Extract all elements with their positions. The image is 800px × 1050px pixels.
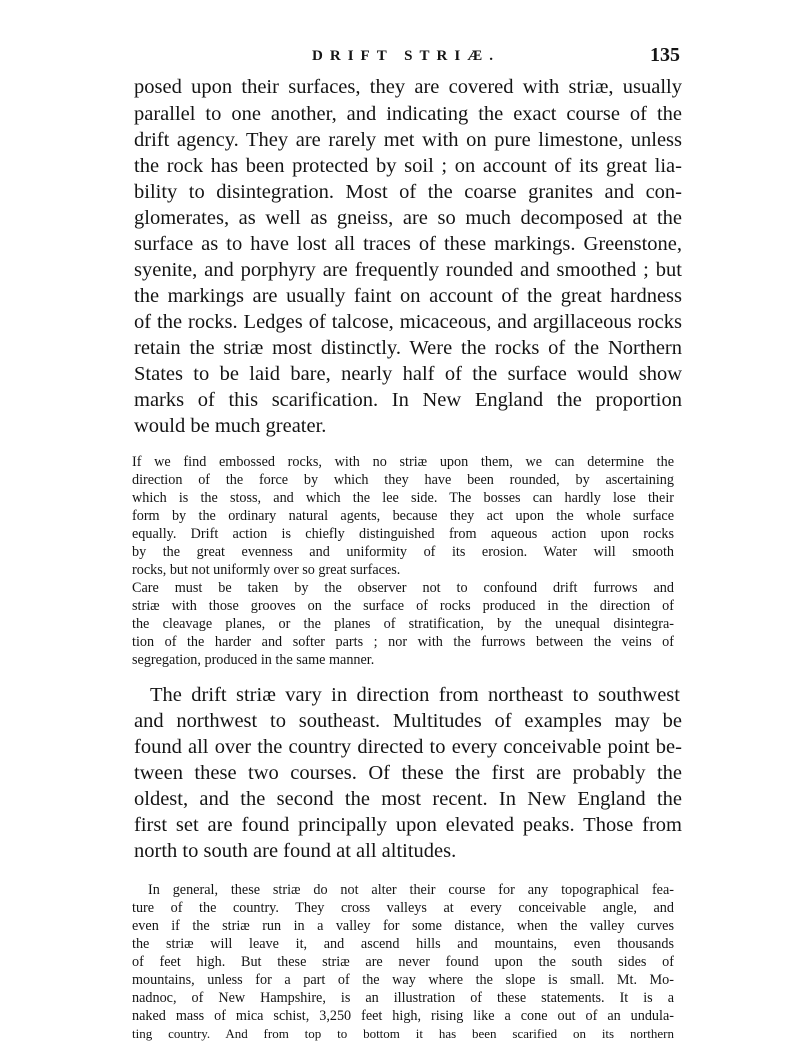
text-line: first set are found principally upon elevated peaks. Those from (134, 814, 682, 836)
text-line: States to be laid bare, nearly half of the surface would show (134, 363, 682, 385)
text-line: surface as to have lost all traces of these markings. Greenstone, (134, 233, 682, 255)
note-line: tion of the harder and softer parts ; nor with the furrows between the veins of (132, 634, 674, 650)
note-line: segregation, produced in the same manner. (132, 652, 375, 668)
text-line: and northwest to southeast. Multitudes of examples may be (134, 710, 682, 732)
note-line: Care must be taken by the observer not to confound drift furrows and (132, 580, 674, 596)
page-header (132, 44, 680, 70)
note-line: nadnoc, of New Hampshire, is an illustration of these statements. It is a (132, 990, 674, 1006)
text-line: would be much greater. (134, 415, 327, 437)
text-line: oldest, and the second the most recent. In New England the (134, 788, 682, 810)
note-line: by the great evenness and uniformity of its erosion. Water will smooth (132, 544, 674, 560)
text-line: parallel to one another, and indicating the exact course of the (134, 103, 682, 125)
text-line: posed upon their surfaces, they are covered with striæ, usually (134, 76, 682, 98)
note-line: rocks, but not uniformly over so great surfaces. (132, 562, 401, 578)
text-line: tween these two courses. Of these the first are probably the (134, 762, 682, 784)
text-line: syenite, and porphyry are frequently rounded and smoothed ; but (134, 259, 682, 281)
text-line: retain the striæ most distinctly. Were the rocks of the Northern (134, 337, 682, 359)
note-line: ting country. And from top to bottom it has been scarified on its northern (132, 1026, 674, 1041)
text-line: bility to disintegration. Most of the coarse granites and con- (134, 181, 682, 203)
note-line: of feet high. But these striæ are never found upon the south sides of (132, 954, 674, 970)
running-title: DRIFT STRIÆ. (312, 48, 500, 64)
text-line: the markings are usually faint on account of the great hardness (134, 285, 682, 307)
note-line: which is the stoss, and which the lee side. The bosses can hardly lose their (132, 490, 674, 506)
note-line: naked mass of mica schist, 3,250 feet high, rising like a cone out of an undula- (132, 1008, 674, 1024)
note-line: the cleavage planes, or the planes of stratification, by the unequal disintegra- (132, 616, 674, 632)
note-line: direction of the force by which they have been rounded, by ascertaining (132, 472, 674, 488)
text-line: The drift striæ vary in direction from northeast to southwest (150, 684, 680, 706)
note-line: even if the striæ run in a valley for some distance, when the valley curves (132, 918, 674, 934)
text-line: the rock has been protected by soil ; on account of its great lia- (134, 155, 682, 177)
note-line: ture of the country. They cross valleys at every conceivable angle, and (132, 900, 674, 916)
page-number: 135 (650, 44, 680, 66)
text-line: of the rocks. Ledges of talcose, micaceous, and argillaceous rocks (134, 311, 682, 333)
text-line: north to south are found at all altitudes. (134, 840, 457, 862)
note-line: striæ with those grooves on the surface of rocks produced in the direction of (132, 598, 674, 614)
text-line: marks of this scarification. In New England the proportion (134, 389, 682, 411)
note-line: form by the ordinary natural agents, because they act upon the whole surface (132, 508, 674, 524)
note-line: In general, these striæ do not alter their course for any topographical fea- (148, 882, 674, 898)
text-line: glomerates, as well as gneiss, are so much decomposed at the (134, 207, 682, 229)
note-line: mountains, unless for a part of the way where the slope is small. Mt. Mo- (132, 972, 674, 988)
note-line: If we find embossed rocks, with no striæ upon them, we can determine the (132, 454, 674, 470)
note-line: the striæ will leave it, and ascend hills and mountains, even thousands (132, 936, 674, 952)
text-line: found all over the country directed to every conceivable point be- (134, 736, 682, 758)
text-line: drift agency. They are rarely met with on pure limestone, unless (134, 129, 682, 151)
note-line: equally. Drift action is chiefly distinguished from aqueous action upon rocks (132, 526, 674, 542)
